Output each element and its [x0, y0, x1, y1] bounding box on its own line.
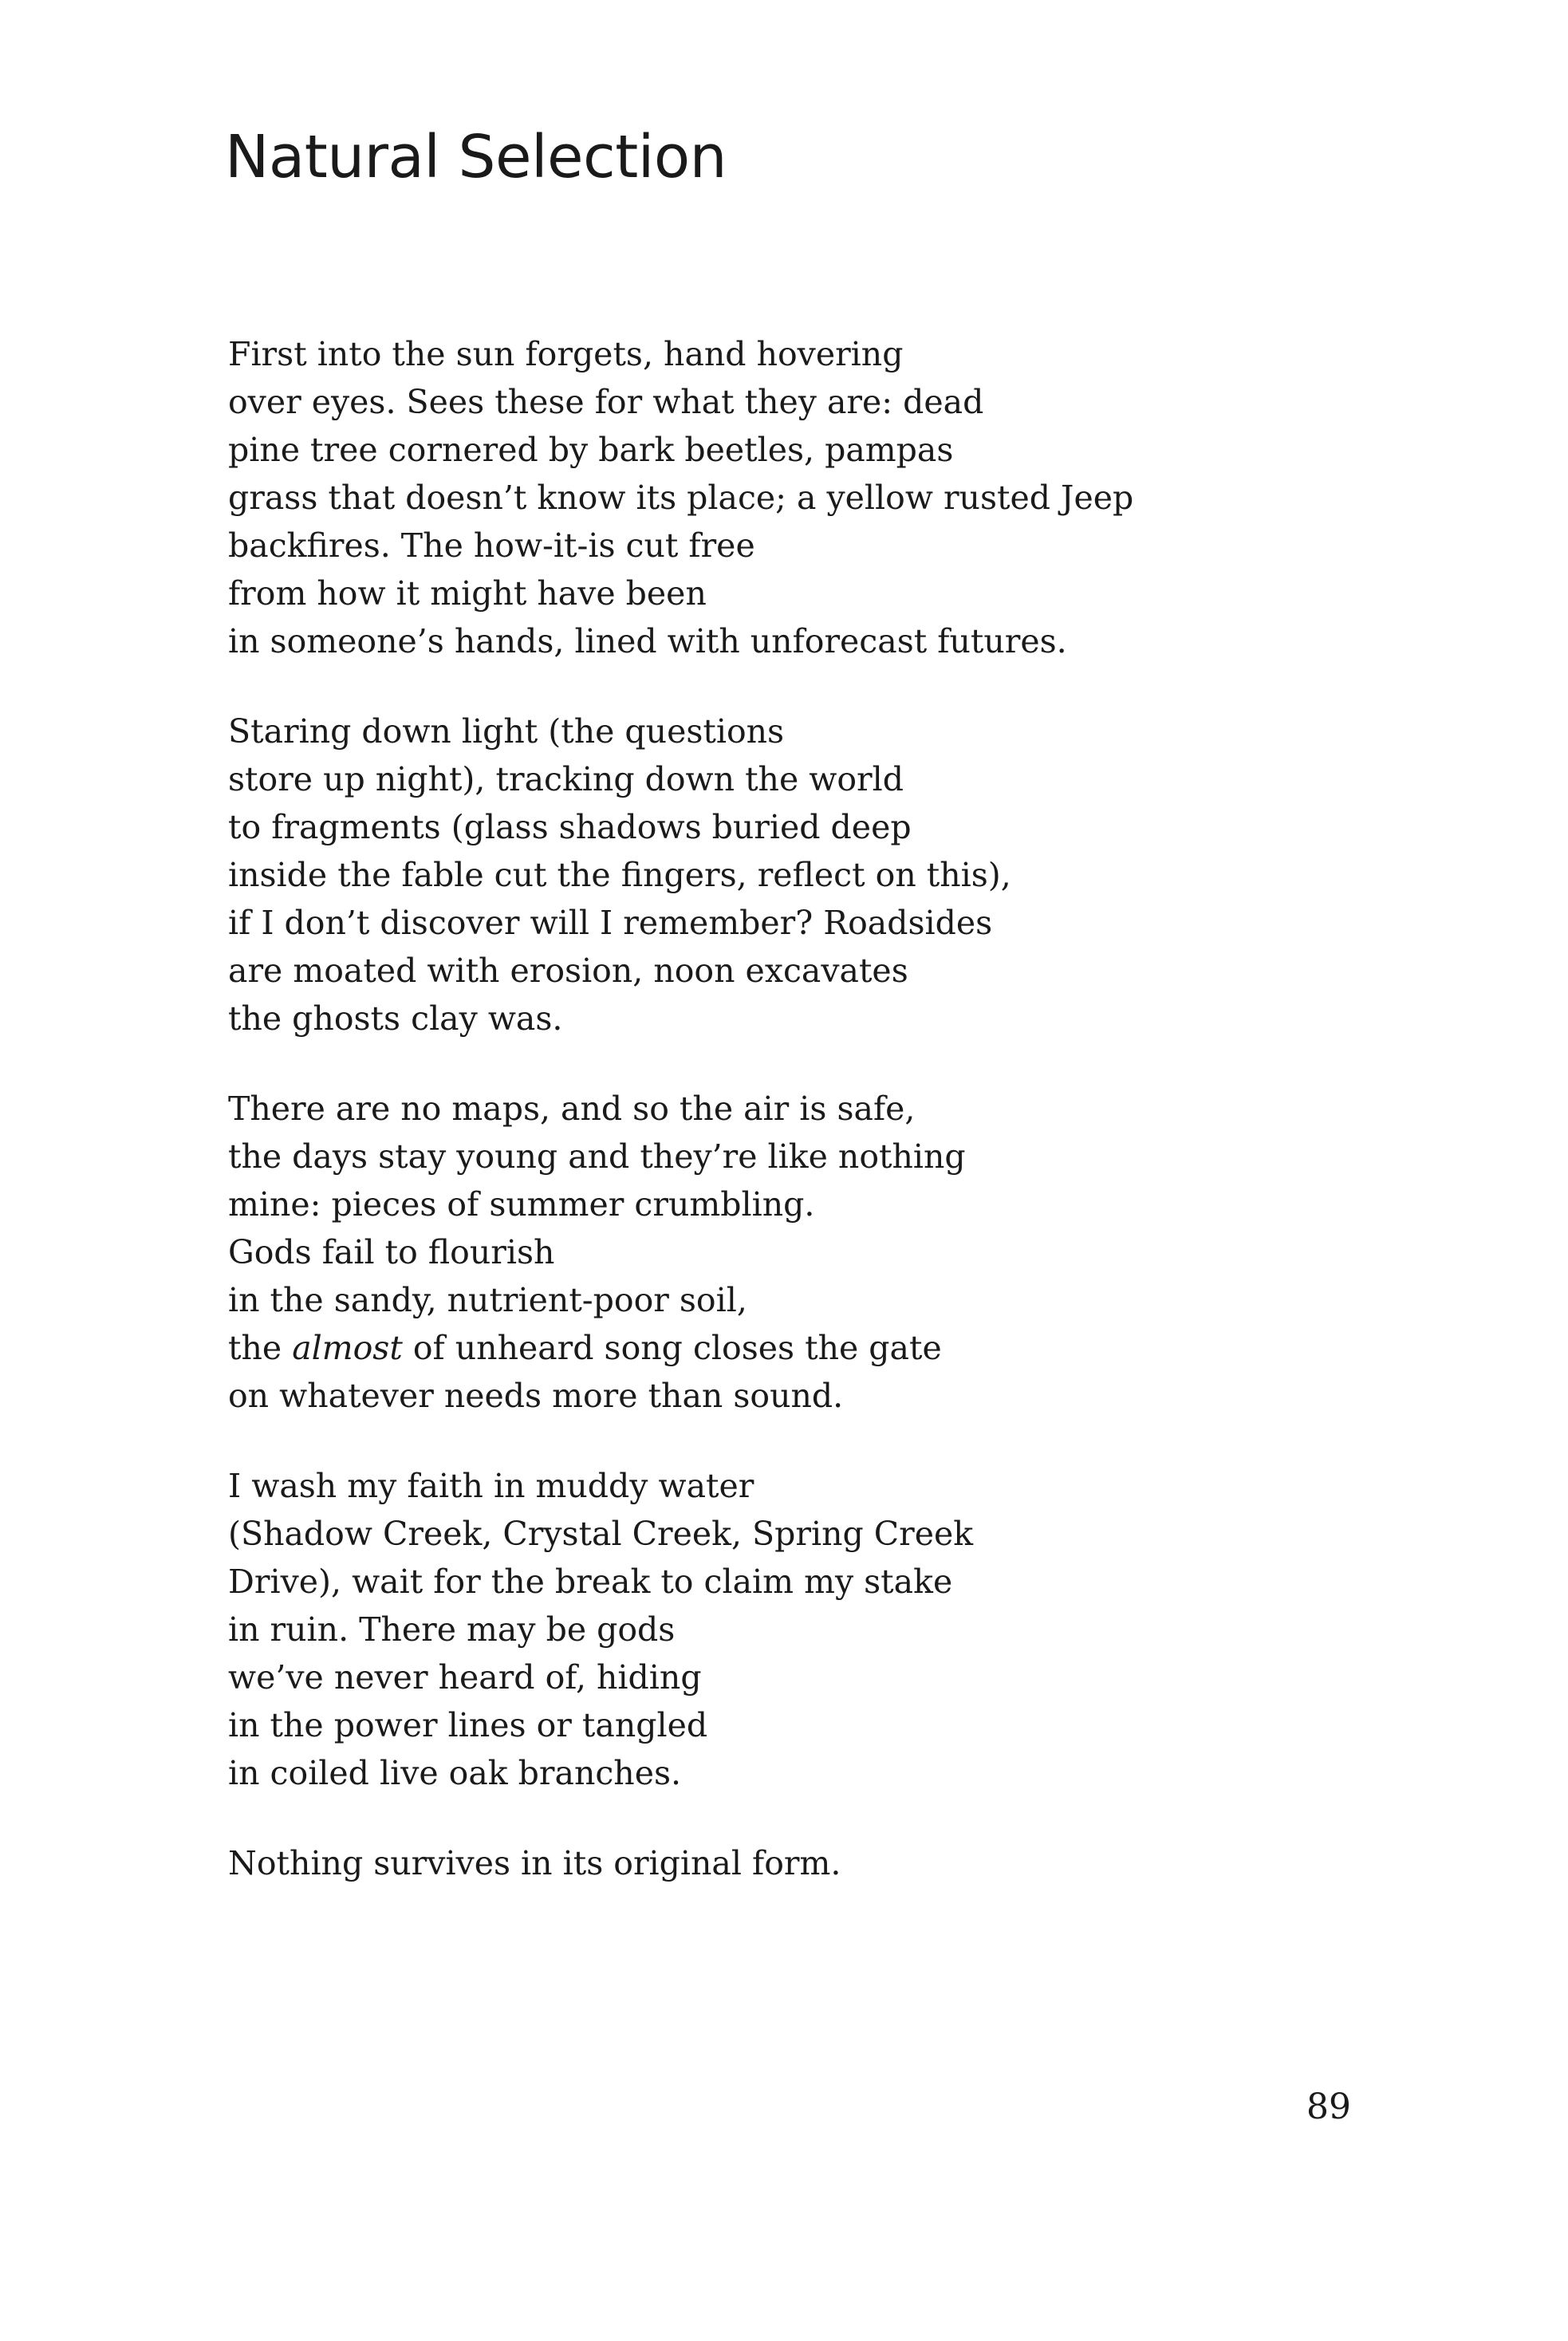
- poem-body: [228, 330, 1424, 1887]
- final-line: Nothing survives in its original form.: [228, 1844, 841, 1882]
- poem-line: over eyes. Sees these for what they are: dead: [228, 383, 984, 421]
- stanza-4: [228, 1462, 1424, 1797]
- stanza-2: [228, 707, 1424, 1042]
- stanza-1: [228, 330, 1424, 665]
- poem-line: Gods fail to flourish: [228, 1233, 555, 1271]
- poem-line: from how it might have been: [228, 574, 707, 613]
- poem-line: There are no maps, and so the air is safe,: [228, 1090, 916, 1128]
- poem-line: store up night), tracking down the world: [228, 760, 904, 798]
- poem-line: in someone’s hands, lined with unforecast futures.: [228, 622, 1067, 660]
- poem-line: in the power lines or tangled: [228, 1706, 708, 1744]
- line-segment: of unheard song closes the gate: [402, 1329, 942, 1367]
- line-segment: the: [228, 1329, 293, 1367]
- poem-line: to fragments (glass shadows buried deep: [228, 808, 912, 846]
- poem-line: if I don’t discover will I remember? Roadsides: [228, 904, 993, 942]
- page-number: 89: [1306, 2087, 1351, 2127]
- poem-line: Staring down light (the questions: [228, 712, 785, 751]
- poem-line: I wash my faith in muddy water: [228, 1467, 754, 1505]
- italic-word: almost: [292, 1329, 403, 1367]
- poem-line: in ruin. There may be gods: [228, 1610, 676, 1649]
- poem-line: we’ve never heard of, hiding: [228, 1658, 702, 1697]
- final-stanza: [228, 1839, 1424, 1887]
- poem-line: pine tree cornered by bark beetles, pampas: [228, 431, 954, 469]
- poem-line: in coiled live oak branches.: [228, 1754, 682, 1792]
- poem-line: grass that doesn’t know its place; a yellow rusted Jeep: [228, 479, 1134, 517]
- poem-line: the days stay young and they’re like nothing: [228, 1137, 966, 1176]
- poem-line: backfires. The how-it-is cut free: [228, 526, 755, 565]
- poem-title: Natural Selection: [225, 123, 727, 191]
- poem-line: Drive), wait for the break to claim my stake: [228, 1563, 953, 1601]
- poem-line: the ghosts clay was.: [228, 999, 563, 1038]
- poem-line: are moated with erosion, noon excavates: [228, 952, 908, 990]
- poem-line: (Shadow Creek, Crystal Creek, Spring Creek: [228, 1515, 974, 1553]
- poem-line: First into the sun forgets, hand hovering: [228, 335, 904, 373]
- poem-line: inside the fable cut the fingers, reflect on this),: [228, 856, 1011, 894]
- poem-line: mine: pieces of summer crumbling.: [228, 1185, 815, 1224]
- poem-line: in the sandy, nutrient-poor soil,: [228, 1281, 747, 1319]
- poem-line-with-italic: [228, 1324, 1424, 1372]
- stanza-3: [228, 1085, 1424, 1420]
- poem-line: on whatever needs more than sound.: [228, 1377, 844, 1415]
